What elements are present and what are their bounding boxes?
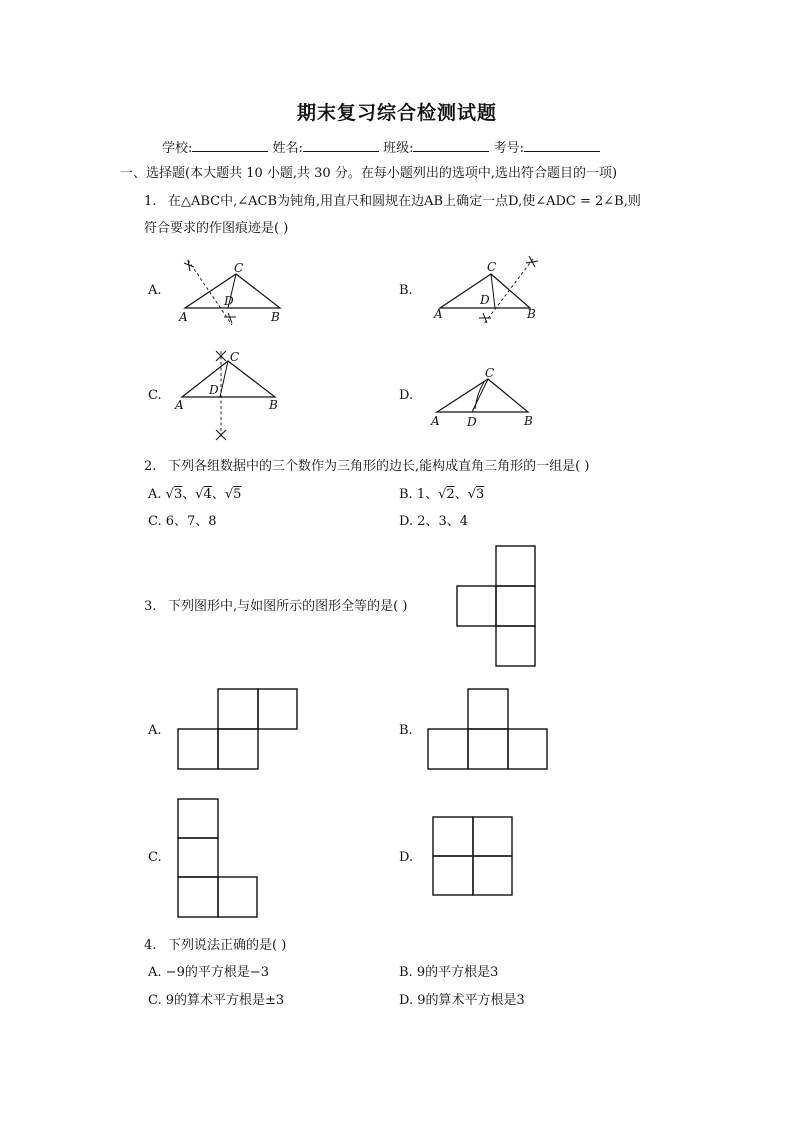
q2a-sep2: 、 [211, 487, 225, 502]
q2-option-b[interactable]: B. 1、√2、√3 [399, 487, 485, 502]
q1-option-c-letter[interactable]: C. [148, 388, 162, 403]
q2a-sep1: 、 [182, 487, 196, 502]
q1b-label-a: A [434, 307, 443, 321]
q3-text: 下列图形中,与如图所示的图形全等的是( ) [168, 599, 408, 614]
q4b-letter: B. [399, 965, 413, 980]
q2a-sqrt3: 5 [233, 487, 242, 502]
q1c-label-a: A [175, 398, 184, 412]
q1c-label-b: B [269, 398, 278, 412]
q4a-letter: A. [148, 965, 162, 980]
q1a-label-c: C [234, 261, 244, 275]
exam-number-label: 考号: [493, 141, 524, 156]
class-blank[interactable] [413, 139, 489, 152]
q1-text-line2: 符合要求的作图痕迹是( ) [144, 221, 289, 236]
q4-option-d[interactable] [399, 993, 525, 1009]
q1-figure-d [425, 365, 545, 430]
q4d-text: 9的算术平方根是3 [417, 993, 525, 1008]
page-title: 期末复习综合检测试题 [296, 102, 497, 124]
q2d-letter: D. [399, 514, 414, 529]
q4-option-a[interactable] [148, 965, 269, 981]
q2-option-d[interactable] [399, 514, 468, 530]
q1d-label-a: A [431, 414, 440, 428]
q1d-label-b: B [524, 414, 533, 428]
q1a-label-d: D [224, 294, 234, 308]
q3-option-c-letter[interactable]: C. [148, 850, 162, 865]
q1d-label-c: C [485, 366, 495, 380]
q3-figure-d [431, 815, 515, 897]
q4c-text: 9的算术平方根是±3 [165, 993, 285, 1008]
q1a-label-a: A [179, 310, 188, 324]
class-label: 班级: [383, 141, 414, 156]
q2a-sqrt1: 3 [173, 487, 183, 502]
exam-number-blank[interactable] [524, 139, 600, 152]
q2b-sqrt2: 3 [476, 487, 485, 502]
q2a-letter: A. [148, 487, 162, 502]
q1b-label-c: C [487, 260, 497, 274]
info-fields [162, 139, 600, 157]
q4a-text: −9的平方根是−3 [165, 965, 269, 980]
q2-number: 2. [144, 459, 157, 474]
q2-text: 下列各组数据中的三个数作为三角形的边长,能构成直角三角形的一组是( ) [168, 459, 590, 474]
q2b-sqrt1: 2 [446, 487, 455, 502]
q1-option-b-letter[interactable]: B. [399, 283, 413, 298]
q1a-label-b: B [271, 310, 280, 324]
q1-text-line1: 在△ABC中,∠ACB为钝角,用直尺和圆规在边AB上确定一点D,使∠ADC = 2∠B,则 [168, 194, 641, 209]
q3-number: 3. [144, 599, 157, 614]
q1-figure-b [425, 255, 550, 330]
q1-figure-c [170, 347, 290, 447]
q1d-label-d: D [467, 415, 477, 429]
q1-option-a-letter[interactable]: A. [148, 283, 162, 298]
q4b-text: 9的平方根是3 [416, 965, 499, 980]
q1b-label-d: D [480, 293, 490, 307]
q1c-label-d: D [209, 383, 219, 397]
q4-option-c[interactable] [148, 993, 284, 1009]
school-label: 学校: [162, 141, 193, 156]
q2-option-c[interactable] [148, 514, 217, 530]
name-blank[interactable] [303, 139, 379, 152]
q2c-letter: C. [148, 514, 162, 529]
school-blank[interactable] [192, 139, 268, 152]
q2d-text: 2、3、4 [417, 514, 469, 529]
q2b-sep1: 、 [454, 487, 468, 502]
q1b-label-b: B [527, 307, 536, 321]
q2c-text: 6、7、8 [165, 514, 217, 529]
q3-reference-figure [455, 545, 537, 667]
q3-figure-a [176, 687, 300, 771]
q4c-letter: C. [148, 993, 162, 1008]
q2b-plain: 1、 [416, 487, 439, 502]
q1c-label-c: C [230, 350, 240, 364]
q3-figure-b [426, 687, 550, 771]
q1-figure-a [170, 255, 290, 330]
q4-number: 4. [144, 938, 157, 953]
q2-option-a[interactable]: A. √3、√4、√5 [148, 487, 242, 502]
q3-option-a-letter[interactable]: A. [148, 723, 162, 738]
q1-option-d-letter[interactable]: D. [399, 388, 414, 403]
q4-option-b[interactable] [399, 965, 498, 981]
q2a-sqrt2: 4 [203, 487, 212, 502]
q3-option-d-letter[interactable]: D. [399, 850, 414, 865]
section-heading: 一、选择题(本大题共 10 小题,共 30 分。在每小题列出的选项中,选出符合题目的一项) [120, 166, 618, 181]
q2b-letter: B. [399, 487, 413, 502]
q4-text: 下列说法正确的是( ) [168, 938, 287, 953]
name-label: 姓名: [272, 141, 303, 156]
q4d-letter: D. [399, 993, 414, 1008]
q3-option-b-letter[interactable]: B. [399, 723, 413, 738]
q1-number: 1. [144, 194, 157, 209]
q3-figure-c [176, 797, 260, 919]
